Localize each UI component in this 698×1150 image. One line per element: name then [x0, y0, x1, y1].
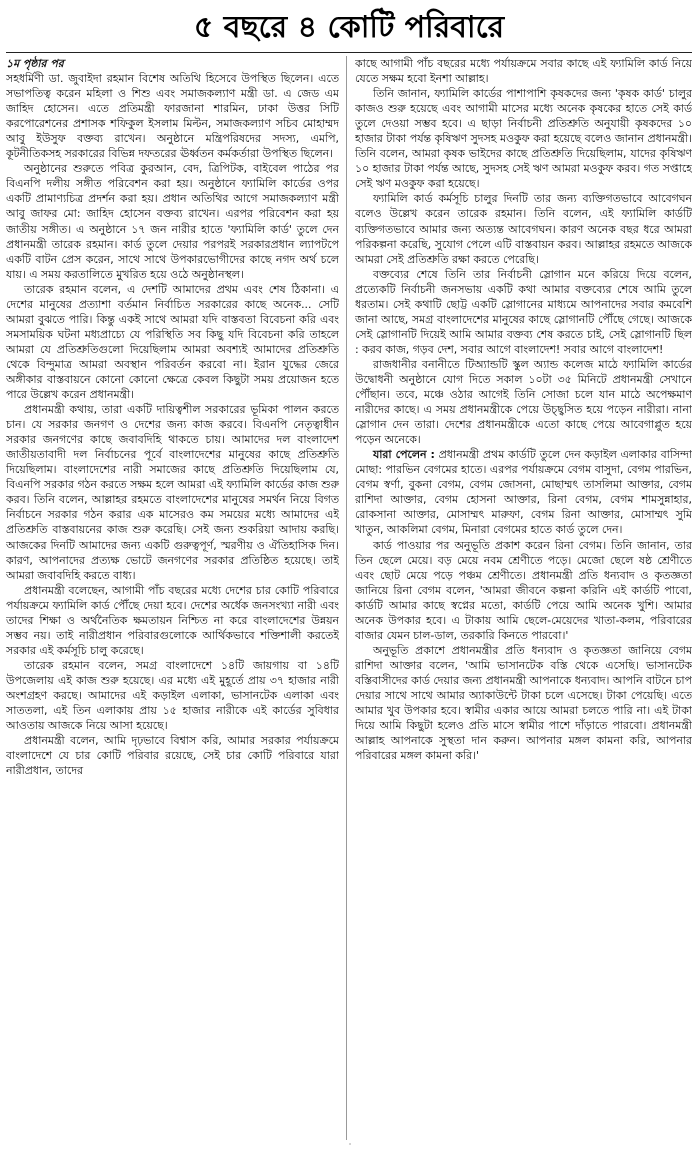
left-paragraph-2: অনুষ্ঠানের শুরুতে পবিত্র কুরআন, বেদ, ত্রিপিটক, বাইবেল পাঠের পর বিএনপি দলীয় সঙ্গীত পরিবেশন করা হয়। অনুষ্ঠানে ফ্যামিলি কার্ডের ওপর একটি প্রামাণ্যচিত্র প্রদর্শন করা হয়। প্রধান অতিথির আগে সমাজকল্যাণ মন্ত্রী আবু জাফর মো: জাহিদ হোসেন বক্তব্য রাখেন। এরপর পরিবেশন করা হয় জাতীয় সঙ্গীত। এ অনুষ্ঠানে ১৭ জন নারীর হাতে 'ফ্যামিলি কার্ড' তুলে দেন প্রধানমন্ত্রী তারেক রহমান। কার্ড তুলে দেয়ার পরপরই সরকারপ্রধান ল্যাপটপে একটি বাটন প্রেস করেন, সাথে সাথে উপকারভোগীদের কাছে নগদ অর্থ চলে যায়। এ সময় করতালিতে মুখরিত হয়ে ওঠে অনুষ্ঠানস্থল।: [6, 162, 339, 281]
left-paragraph-6: তারেক রহমান বলেন, সমগ্র বাংলাদেশে ১৪টি জায়গায় বা ১৪টি উপজেলায় এই কাজ শুরু হয়েছে। এর মধ্যে এই মুহূর্তে প্রায় ৩৭ হাজার নারী অংশগ্রহণ করছে। আমাদের এই কড়াইল এলাকা, ভাসানটেক এলাকা এবং সাততলা, এই তিন এলাকায় প্রায় ১৫ হাজার নারীকে এই কার্ডের সুবিধার আওতায় আজকে নিয়ে আসা হয়েছে।: [6, 658, 339, 733]
right-paragraph-3: ফ্যামিলি কার্ড কর্মসূচি চালুর দিনটি তার জন্য ব্যক্তিগতভাবে আবেগঘন বলেও উল্লেখ করেন তারেক রহমান। তিনি বলেন, এই ফ্যামিলি কার্ডটি ব্যক্তিগতভাবে আমার জন্য অত্যন্ত আবেগঘন। কারণ অনেক বছর ধরে আমরা পরিকল্পনা করেছি, সুযোগ পেলে এটি বাস্তবায়ন করব। আল্লাহর রহমতে আজকে আমরা সেই প্রতিশ্রুতি রক্ষা করতে পেরেছি।: [355, 192, 692, 266]
column-divider: [346, 56, 347, 1140]
right-paragraph-1: কাছে আগামী পাঁচ বছরের মধ্যে পর্যায়ক্রমে সবার কাছে এই ফ্যামিলি কার্ড নিয়ে যেতে সক্ষম হবো ইনশা আল্লাহ।: [355, 57, 692, 86]
jump-from-label: ১ম পৃষ্ঠার পর: [6, 57, 64, 70]
right-paragraph-4: বক্তব্যের শেষে তিনি তার নির্বাচনী স্লোগান মনে করিয়ে দিয়ে বলেন, প্রত্যেকটি নির্বাচনী জনসভায় একটি কথা আমার বক্তব্যের শেষে আমি তুলে ধরতাম। সেই কথাটি ছোট্ট একটি স্লোগানের মাধ্যমে আপনাদের সবার কমবেশি জানা আছে, সমগ্র বাংলাদেশের মানুষের কাছে স্লোগানটি পৌঁছে গেছে। আজকে সেই স্লোগানটি দিয়েই আমি আমার বক্তব্য শেষ করতে চাই, সেই স্লোগানটি ছিল : করব কাজ, গড়ব দেশ, সবার আগে বাংলাদেশ! সবার আগে বাংলাদেশ!: [355, 267, 692, 356]
right-paragraph-5: রাজধানীর বনানীতে টিঅ্যান্ডটি স্কুল অ্যান্ড কলেজ মাঠে ফ্যামিলি কার্ডের উদ্বোধনী অনুষ্ঠানে যোগ দিতে সকাল ১০টা ৩৫ মিনিটে প্রধানমন্ত্রী সেখানে পৌঁছান। তবে, মঞ্চে ওঠার আগেই তিনি সোজা চলে যান মাঠে অপেক্ষমাণ নারীদের কাছে। এ সময় প্রধানমন্ত্রীকে পেয়ে উচ্ছ্বসিত হয়ে পড়েন নারীরা। নানা স্লোগান দেন তারা। দেশের প্রধানমন্ত্রীকে এতো কাছে পেয়ে আবেগাপ্লুত হয়ে পড়েন অনেকে।: [355, 357, 692, 447]
page-footer-mark: ·: [348, 1140, 352, 1149]
right-paragraph-6: [355, 447, 692, 537]
right-paragraph-8: অনুভূতি প্রকাশে প্রধানমন্ত্রীর প্রতি ধন্যবাদ ও কৃতজ্ঞতা জানিয়ে বেগম রাশিদা আক্তার বলেন, 'আমি ভাসানটেক বস্তি থেকে এসেছি। ভাসানটেক বস্তিবাসীদের কার্ড দেয়ার জন্য প্রধানমন্ত্রী আপনাকে ধন্যবাদ। আপনি বাটনে চাপ দেয়ার সাথে সাথে আমার অ্যাকাউন্টে টাকা চলে এসেছে। টাকা পেয়েছি। এতে আমার খুব উপকার হবে। স্বামীর একার আয়ে আমরা চলতে পারি না। এই টাকা দিয়ে আমি কিছুটা হলেও প্রতি মাসে স্বামীর পাশে দাঁড়াতে পারবো। প্রধানমন্ত্রী আল্লাহ আপনাকে সুস্থতা দান করুন। আপনার মঙ্গল কামনা করি, আপনার পরিবারের মঙ্গল কামনা করি।': [355, 643, 692, 763]
left-paragraph-5: প্রধানমন্ত্রী বলেছেন, আগামী পাঁচ বছরের মধ্যে দেশের চার কোটি পরিবারে পর্যায়ক্রমে ফ্যামিলি কার্ড পৌঁছে দেয়া হবে। দেশের অর্ধেক জনসংখ্যা নারী এবং তাদের শিক্ষা ও অর্থনৈতিক ক্ষমতায়ন নিশ্চিত না করে বাংলাদেশের উন্নয়ন সম্ভব নয়। তাই নারীপ্রধান পরিবারগুলোকে আর্থিকভাবে শক্তিশালী করতেই সরকার এই কর্মসূচি চালু করেছে।: [6, 583, 339, 657]
subhead-recipients: যারা পেলেন :: [373, 448, 435, 462]
right-paragraph-7: কার্ড পাওয়ার পর অনুভূতি প্রকাশ করেন রিনা বেগম। তিনি জানান, তার তিন ছেলে মেয়ে। বড় মেয়ে নবম শ্রেণীতে পড়ে। মেজো ছেলে ষষ্ঠ শ্রেণীতে এবং ছোট মেয়ে পড়ে পঞ্চম শ্রেণীতে। প্রধানমন্ত্রী প্রতি ধন্যবাদ ও কৃতজ্ঞতা জানিয়ে রিনা বেগম বলেন, 'আমরা জীবনে কল্পনা করিনি এই কার্ডটি পাবো, কার্ডটি আমার কাছে স্বপ্নের মতো, কার্ডটি পেয়ে আমি অনেক খুশি। আমার অনেক উপকার হবে। এ টাকায় আমি ছেলে-মেয়েদের খাতা-কলম, পরিবারের বাজার যেমন চাল-ডাল, তরকারি কিনতে পারবো।': [355, 538, 692, 642]
left-paragraph-1: সহধর্মিণী ডা. জুবাইদা রহমান বিশেষ অতিথি হিসেবে উপস্থিত ছিলেন। এতে সভাপতিত্ব করেন মহিলা ও শিশু এবং সমাজকল্যাণ মন্ত্রী ডা. এ জেড এম জাহিদ হোসেন। এতে প্রতিমন্ত্রী ফারজানা শারমিন, ঢাকা উত্তর সিটি করপোরেশনের প্রশাসক শফিকুল ইসলাম মিল্টন, সমাজকল্যাণ সচিব মোহাম্মদ আবু ইউসুফ বক্তব্য রাখেন। অনুষ্ঠানে মন্ত্রিপরিষদের সদস্য, এমপি, কূটনীতিকসহ সরকারের বিভিন্ন দফতরের ঊর্ধ্বতন কর্মকর্তারা উপস্থিত ছিলেন।: [6, 72, 339, 161]
left-column: [6, 56, 339, 1140]
left-paragraph-3: তারেক রহমান বলেন, এ দেশটি আমাদের প্রথম এবং শেষ ঠিকানা। এ দেশের মানুষের প্রত্যাশা বর্তমান নির্বাচিত সরকারের কাছে অনেক... সেটি আমরা বুঝতে পারি। কিন্তু একই সাথে আমরা যদি বাস্তবতা বিবেচনা করি এবং সমসাময়িক ঘটনা মধ্যপ্রাচ্যে যে পরিস্থিতি সব কিছু যদি বিবেচনা করি তাহলে আমরা যে প্রতিশ্রুতিগুলো দিয়েছিলাম আমরা অবশ্যই আমাদের প্রতিশ্রুতি থেকে বিন্দুমাত্র আমরা অবস্থান পরিবর্তন করবো না। ইরান যুদ্ধের জেরে অঙ্গীকার বাস্তবায়নে কোনো কোনো ক্ষেত্রে কেবল কিছুটা সময় প্রয়োজন হতে পারে উল্লেখ করেন প্রধানমন্ত্রী।: [6, 282, 339, 402]
recipients-text: প্রধানমন্ত্রী প্রথম কার্ডটি তুলে দেন কড়াইল এলাকার বাসিন্দা মোছা: পারভিন বেগমের হাতে। এরপর পর্যায়ক্রমে বেগম বাসুদা, বেগম পারভিন, বেগম স্বর্ণা, বুকনা বেগম, বেগম জোসনা, মোছাম্মৎ তাসলিমা আক্তার, বেগম রাশিদা আক্তার, বেগম হোসনা আক্তার, রিনা বেগম, বেগম শামসুন্নাহার, রোকসানা আক্তার, মোসাম্মৎ মারুফা, বেগম রিনা আক্তার, মোসাম্মৎ সুমি খাতুন, আকলিমা বেগম, মিনারা বেগমের হাতে কার্ড তুলে দেন।: [355, 448, 692, 537]
right-column: [355, 56, 692, 1140]
left-paragraph-7: প্রধানমন্ত্রী বলেন, আমি দৃঢ়ভাবে বিশ্বাস করি, আমার সরকার পর্যায়ক্রমে বাংলাদেশে যে চার কোটি পরিবার রয়েছে, সেই চার কোটি পরিবারে যারা নারীপ্রধান, তাদের: [6, 734, 339, 778]
headline-rule: [6, 52, 692, 53]
right-paragraph-2: তিনি জানান, ফ্যামিলি কার্ডের পাশাপাশি কৃষকদের জন্য 'কৃষক কার্ড' চালুর কাজও শুরু হয়েছে এবং আগামী মাসের মধ্যে অনেক কৃষকের হাতে সেই কার্ড তুলে দেওয়া সম্ভব হবে। এ ছাড়া নির্বাচনী প্রতিশ্রুতি অনুযায়ী কৃষকদের ১০ হাজার টাকা পর্যন্ত কৃষিঋণ সুদসহ মওকুফ করা হয়েছে বলেও জানান প্রধানমন্ত্রী। তিনি বলেন, আমরা কৃষক ভাইদের কাছে প্রতিশ্রুতি দিয়েছিলাম, যাদের কৃষিঋণ ১০ হাজার টাকা পর্যন্ত আছে, সুদসহ সেই ঋণ আমরা মওকুফ করব। গত সপ্তাহে সেই ঋণ মওকুফ করা হয়েছে।: [355, 87, 692, 191]
left-paragraph-4: প্রধানমন্ত্রী কথায়, তারা একটি দায়িত্বশীল সরকারের ভূমিকা পালন করতে চান। যে সরকার জনগণ ও দেশের জন্য কাজ করবে। বিএনপি নেতৃত্বাধীন সরকার জনগণের কাছে জবাবদিহি থাকতে চায়। আমাদের দল বাংলাদেশ জাতীয়তাবাদী দল নির্বাচনের পূর্বে বাংলাদেশের মানুষের কাছে প্রতিশ্রুতি দিয়েছিলাম। বাংলাদেশের নারী সমাজের কাছে প্রতিশ্রুতি দিয়েছিলাম যে, বিএনপি সরকার গঠন করতে সক্ষম হলে আমরা এই ফ্যামিলি কার্ডের কাজ শুরু করব। তিনি বলেন, আল্লাহর রহমতে বাংলাদেশের মানুষের সমর্থন নিয়ে বিগত নির্বাচনে সরকার গঠন করার এক মাসেরও কম সময়ের মধ্যে আমাদের এই প্রতিশ্রুতি বাস্তবায়নের কাজ শুরু করেছি। সেই জন্য শুকরিয়া আদায় করছি। আজকের দিনটি আমাদের জন্য একটি গুরুত্বপূর্ণ, স্মরণীয় ও ঐতিহাসিক দিন। কারণ, আপনাদের প্রত্যক্ষ ভোটে জনগণের সরকার প্রতিষ্ঠিত হয়েছে। তাই আমরা জবাবদিহি করতে বাধ্য।: [6, 403, 339, 582]
headline: ৫ বছরে ৪ কোটি পরিবারে: [193, 10, 505, 45]
